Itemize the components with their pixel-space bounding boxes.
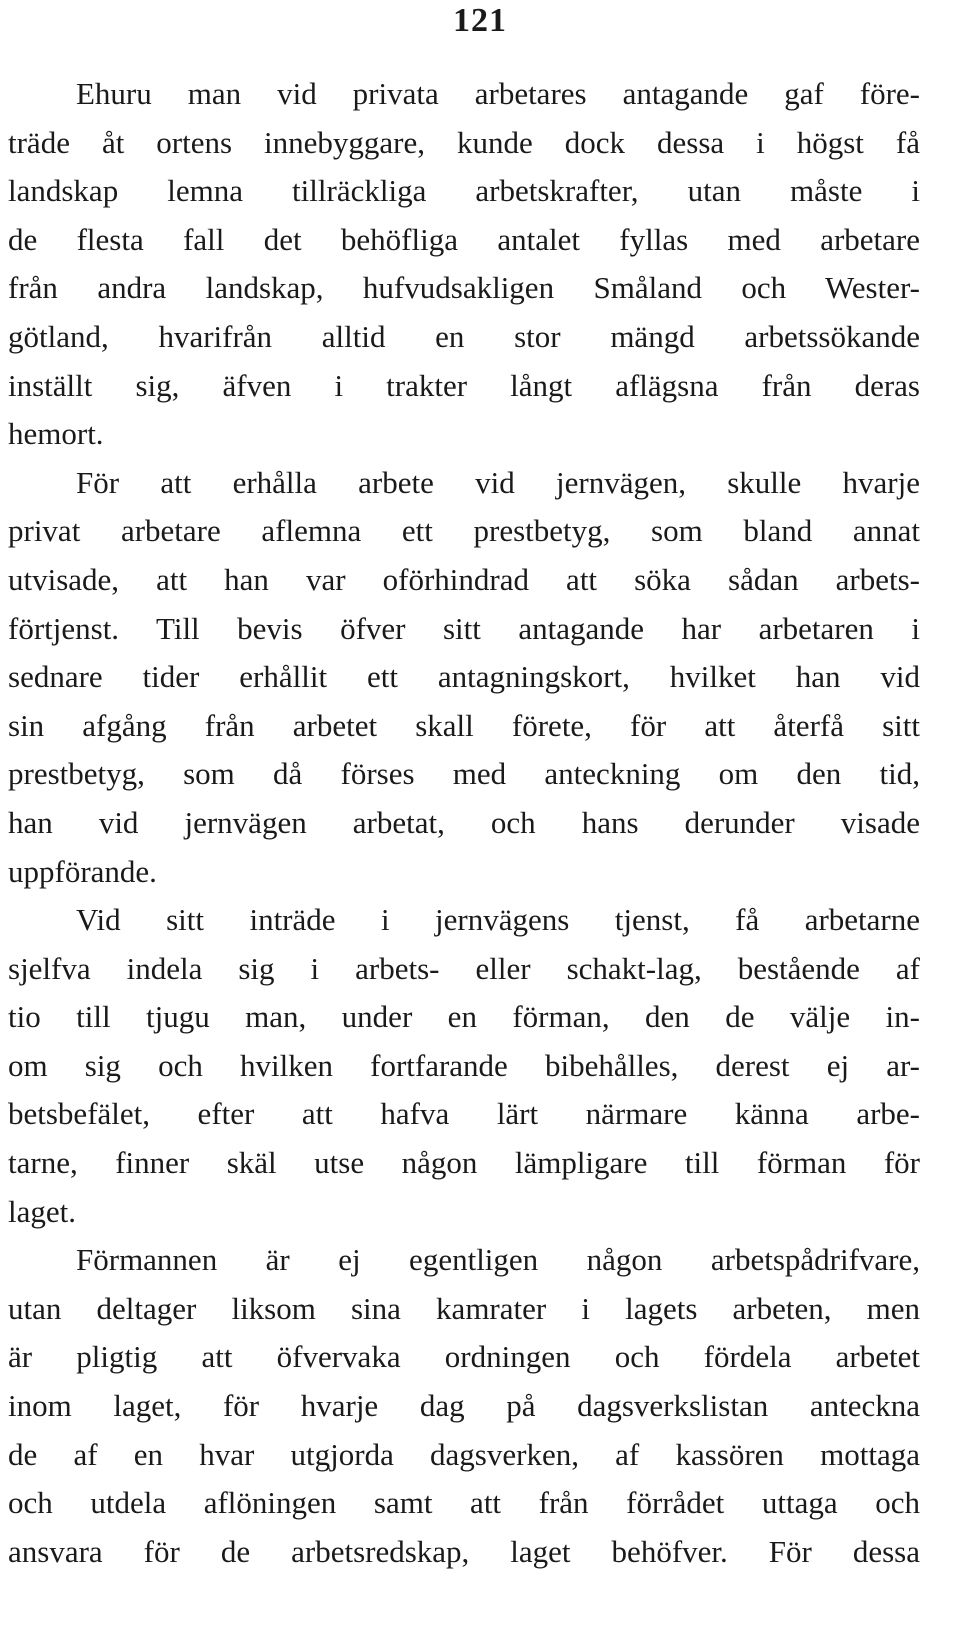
text-line: träde åt ortens innebyggare, kunde dock dessa i högst få: [8, 124, 920, 160]
page-number: 121: [453, 2, 507, 39]
text-line: hemort.: [8, 416, 104, 452]
text-line: privat arbetare aflemna ett prestbetyg, som bland annat: [8, 513, 920, 549]
text-body: [8, 70, 920, 1576]
text-line: götland, hvarifrån alltid en stor mängd arbetssökande: [8, 318, 920, 354]
text-line: uppförande.: [8, 853, 157, 889]
text-line: sjelfva indela sig i arbets- eller schakt-lag, bestående af: [8, 950, 920, 986]
text-line: utan deltager liksom sina kamrater i lagets arbeten, men: [8, 1290, 920, 1326]
text-line: förtjenst. Till bevis öfver sitt antagande har arbetaren i: [8, 610, 920, 646]
text-line: från andra landskap, hufvudsakligen Småland och Wester-: [8, 270, 920, 306]
text-line: inställt sig, äfven i trakter långt aflägsna från deras: [8, 367, 920, 403]
text-line: betsbefälet, efter att hafva lärt närmare känna arbe-: [8, 1096, 920, 1132]
text-line: laget.: [8, 1193, 76, 1229]
text-line: tarne, finner skäl utse någon lämpligare till förman för: [8, 1145, 920, 1181]
text-line: Förmannen är ej egentligen någon arbetspådrifvare,: [76, 1242, 920, 1278]
text-line: landskap lemna tillräckliga arbetskrafter, utan måste i: [8, 173, 920, 209]
text-line: inom laget, för hvarje dag på dagsverkslistan anteckna: [8, 1388, 920, 1424]
text-line: han vid jernvägen arbetat, och hans derunder visade: [8, 804, 920, 840]
text-line: tio till tjugu man, under en förman, den de välje in-: [8, 999, 920, 1035]
text-line: de af en hvar utgjorda dagsverken, af kassören mottaga: [8, 1436, 920, 1472]
text-line: För att erhålla arbete vid jernvägen, skulle hvarje: [76, 464, 920, 500]
text-line: och utdela aflöningen samt att från förrådet uttaga och: [8, 1485, 920, 1521]
text-line: Ehuru man vid privata arbetares antagande gaf före-: [76, 76, 920, 111]
text-line: sin afgång från arbetet skall förete, för att återfå sitt: [8, 707, 920, 743]
text-line: om sig och hvilken fortfarande bibehålles, derest ej ar-: [8, 1047, 920, 1083]
text-line: de flesta fall det behöfliga antalet fyllas med arbetare: [8, 221, 920, 257]
text-line: prestbetyg, som då förses med anteckning om den tid,: [8, 756, 920, 792]
text-line: Vid sitt inträde i jernvägens tjenst, få arbetarne: [76, 902, 920, 938]
text-line: utvisade, att han var oförhindrad att söka sådan arbets-: [8, 561, 920, 597]
text-line: sednare tider erhållit ett antagningskort, hvilket han vid: [8, 659, 920, 695]
text-line: ansvara för de arbetsredskap, laget behöfver. För dessa: [8, 1533, 920, 1569]
text-line: är pligtig att öfvervaka ordningen och fördela arbetet: [8, 1339, 920, 1375]
